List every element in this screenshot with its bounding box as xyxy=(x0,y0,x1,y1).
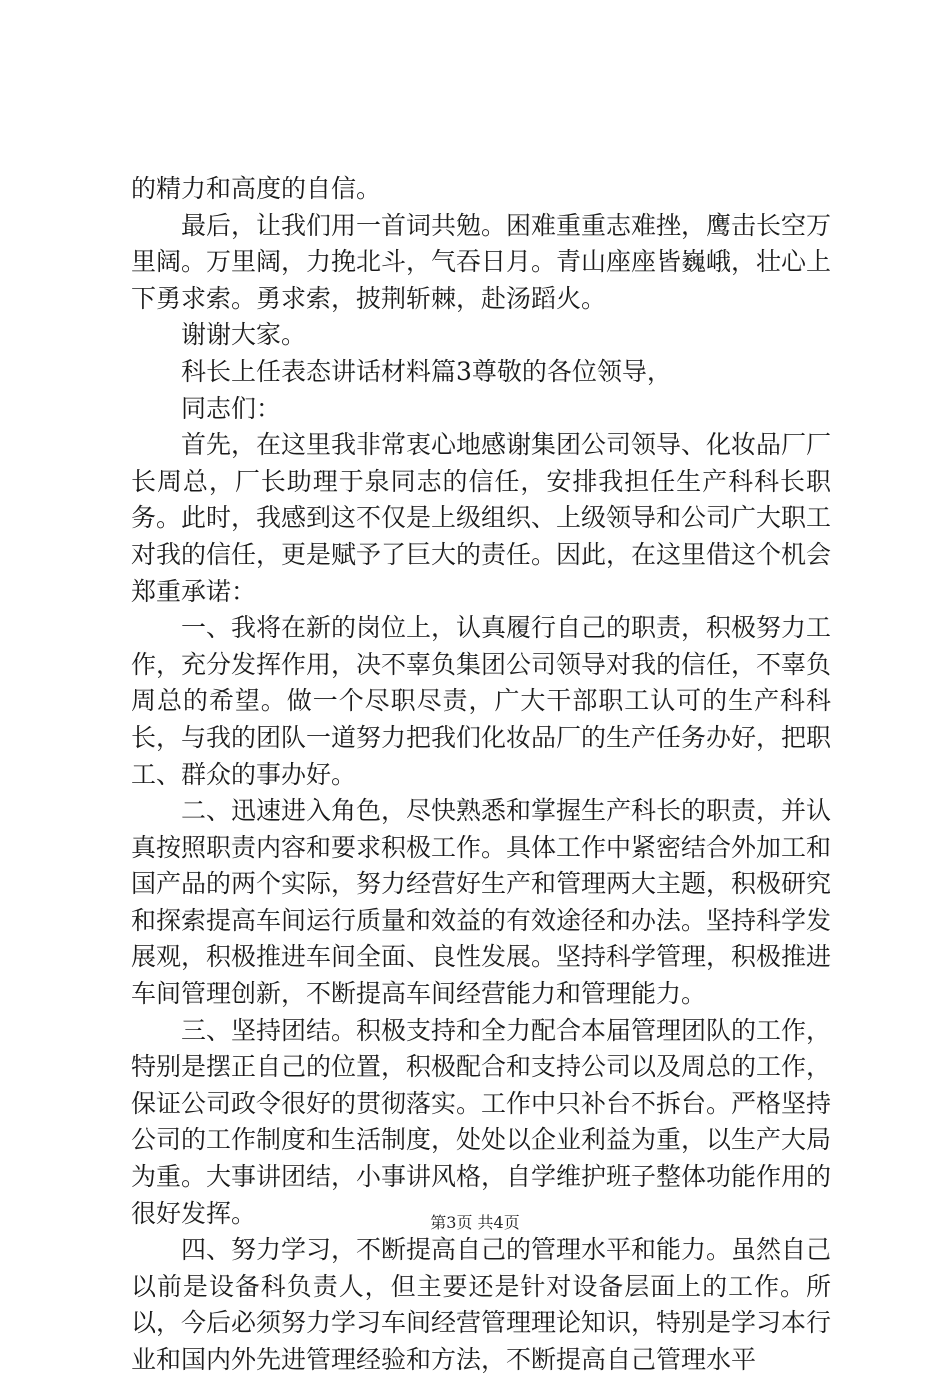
page-number-footer: 第3页 共4页 xyxy=(430,1213,520,1232)
paragraph-7: 二、迅速进入角色，尽快熟悉和掌握生产科长的职责，并认真按照职责内容和要求积极工作。具体工作中紧密结合外加工和国产品的两个实际，努力经营好生产和管理两大主题，积极研究和探索提高车间运行质量和效益的有效途径和办法。坚持科学发展观，积极推进车间全面、良性发展。坚持科学管理，积极推进车间管理创新，不断提高车间经营能力和管理能力。 xyxy=(131,796,832,1009)
paragraph-6: 一、我将在新的岗位上，认真履行自己的职责，积极努力工作，充分发挥作用，决不辜负集团公司领导对我的信任，不辜负周总的希望。做一个尽职尽责，广大干部职工认可的生产科科长，与我的团队一道努力把我们化妆品厂的生产任务办好，把职工、群众的事办好。 xyxy=(131,613,832,789)
paragraph-9: 四、努力学习，不断提高自己的管理水平和能力。虽然自己以前是设备科负责人，但主要还是针对设备层面上的工作。所以，今后必须努力学习车间经营管理理论知识，特别是学习本行业和国内外先进管理经验和方法，不断提高自己管理水平 xyxy=(131,1235,832,1374)
paragraph-3: 科长上任表态讲话材料篇3尊敬的各位领导， xyxy=(181,356,672,386)
paragraph-5: 首先，在这里我非常衷心地感谢集团公司领导、化妆品厂厂长周总，厂长助理于泉同志的信任，安排我担任生产科科长职务。此时，我感到这不仅是上级组织、上级领导和公司广大职工对我的信任，更是赋予了巨大的责任。因此，在这里借这个机会郑重承诺： xyxy=(131,430,832,606)
document-body xyxy=(131,171,831,1379)
paragraph-4: 同志们： xyxy=(181,393,282,423)
paragraph-8: 三、坚持团结。积极支持和全力配合本届管理团队的工作，特别是摆正自己的位置，积极配合和支持公司以及周总的工作，保证公司政令很好的贯彻落实。工作中只补台不拆台。严格坚持公司的工作制度和生活制度，处处以企业利益为重，以生产大局为重。大事讲团结，小事讲风格，自学维护班子整体功能作用的很好发挥。 xyxy=(131,1015,832,1228)
paragraph-2: 谢谢大家。 xyxy=(181,320,307,350)
paragraph-0: 的精力和高度的自信。 xyxy=(131,174,382,203)
paragraph-1: 最后，让我们用一首词共勉。困难重重志难挫，鹰击长空万里阔。万里阔，力挽北斗，气吞日月。青山座座皆巍峨，壮心上下勇求索。勇求索，披荆斩棘，赴汤蹈火。 xyxy=(131,210,832,313)
